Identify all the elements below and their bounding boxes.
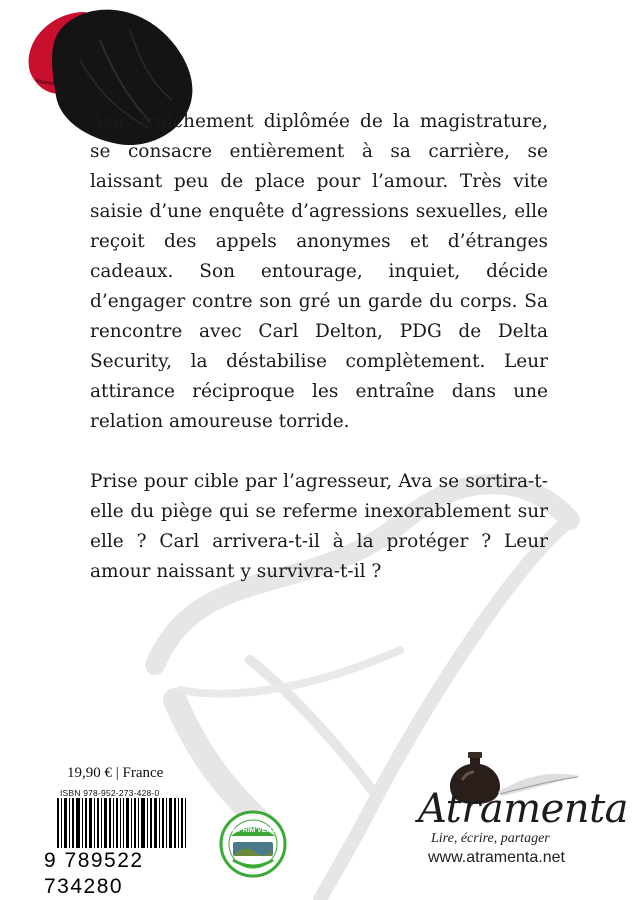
isbn-label: ISBN 978-952-273-428-0 xyxy=(60,788,160,798)
publisher-name: Atramenta xyxy=(418,786,629,832)
publisher-tagline: Lire, écrire, partager xyxy=(431,831,550,846)
summary-paragraph: Ava, fraîchement diplômée de la magistrature, se consacre entièrement à sa carrière, se laissant peu de place pour l’amour. Très vite saisie d’une enquête d’agressions sexuelles, elle reçoit des appels anonymes et d’étranges cadeaux. Son entourage, inquiet, décide d’engager contre son gré un garde du corps. Sa rencontre avec Carl Delton, PDG de Delta Security, la déstabilise complètement. Leur attirance réciproque les entraîne dans une relation amoureuse torride. xyxy=(90,111,548,432)
publisher-website[interactable]: www.atramenta.net xyxy=(428,849,565,866)
book-summary xyxy=(90,107,548,617)
imprim-vert-text: IMPRIM'VERT xyxy=(230,827,276,834)
summary-paragraph: Prise pour cible par l’agresseur, Ava se sortira-t-elle du piège qui se referme inexorablement sur elle ? Carl arrivera-t-il à la protéger ? Leur amour naissant y survivra-t-il ? xyxy=(90,471,548,582)
imprim-vert-logo xyxy=(219,810,287,878)
barcode-number: 9 789522 734280 xyxy=(44,848,192,874)
price-label: 19,90 € | France xyxy=(67,765,164,781)
